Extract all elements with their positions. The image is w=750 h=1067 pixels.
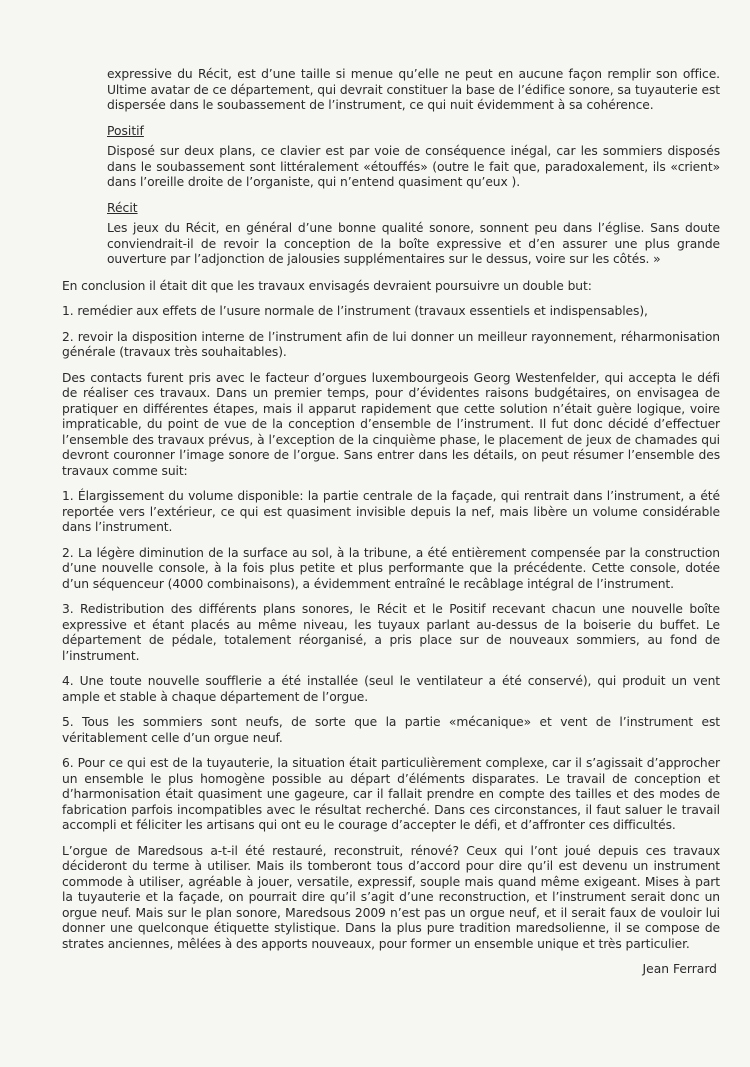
recit-heading: Récit	[107, 200, 138, 215]
goal-2-paragraph: 2. revoir la disposition interne de l’instrument afin de lui donner un meilleur rayonnement, réharmonisation générale (travaux très souhaitables).	[62, 329, 720, 359]
positif-paragraph: Disposé sur deux plans, ce clavier est par voie de conséquence inégal, car les sommiers disposés dans le soubassement sont littéralement «étouffés» (outre le fait que, paradoxalement, ils «crient» dans l’oreille droite de l’organiste, qui n’entend quasiment qu’eux ).	[107, 144, 720, 189]
goal-1-paragraph: 1. remédier aux effets de l’usure normale de l’instrument (travaux essentiels et indispensables),	[62, 304, 648, 318]
work-4-paragraph: 4. Une toute nouvelle soufflerie a été installée (seul le ventilateur a été conservé), qui produit un vent ample et stable à chaque département de l’orgue.	[62, 674, 720, 704]
recit-paragraph: Les jeux du Récit, en général d’une bonne qualité sonore, sonnent peu dans l’église. Sans doute conviendrait-il de revoir la conception de la boîte expressive et d’en assurer une plus grande ouverture par l’adjonction de jalousies supplémentaires sur le dessus, voire sur les côtés. »	[107, 221, 720, 266]
work-2-paragraph: 2. La légère diminution de la surface au sol, à la tribune, a été entièrement compensée par la construction d’une nouvelle console, à la fois plus petite et plus performante que la précédente. Cette console, dotée d’un séquenceur (4000 combinaisons), a évidemment entraîné le recâblage intégral de l’instrument.	[62, 545, 720, 591]
work-1-paragraph: 1. Élargissement du volume disponible: la partie centrale de la façade, qui rentrait dans l’instrument, a été reportée vers l’extérieur, ce qui est quasiment invisible depuis la nef, mais libère un volume considérable dans l’instrument.	[62, 489, 720, 534]
conclusion-paragraph: En conclusion il était dit que les travaux envisagés devraient poursuivre un double but:	[62, 278, 592, 293]
work-5-paragraph: 5. Tous les sommiers sont neufs, de sorte que la partie «mécanique» et vent de l’instrument est véritablement celle d’un orgue neuf.	[62, 715, 720, 745]
author-signature: Jean Ferrard	[642, 962, 717, 976]
closing-paragraph: L’orgue de Maredsous a-t-il été restauré, reconstruit, rénové? Ceux qui l’ont joué depuis ces travaux décideront du terme à utiliser. Mais ils tomberont tous d’accord pour dire qu’il est devenu un instrument commode à utiliser, agréable à jouer, versatile, expressif, souple mais quand même exigeant. Mises à part la tuyauterie et la façade, on pourrait dire qu’il s’agit d’une reconstruction, et l’instrument serait donc un orgue neuf. Mais sur le plan sonore, Maredsous 2009 n’est pas un orgue neuf, et il serait faux de vouloir lui donner une quelconque étiquette stylistique. Dans la plus pure tradition maredsolienne, il se compose de strates anciennes, mêlées à des apports nouveaux, pour former un ensemble unique et très particulier.	[62, 843, 720, 951]
quote-intro-paragraph: expressive du Récit, est d’une taille si menue qu’elle ne peut en aucune façon remplir son office. Ultime avatar de ce département, qui devrait constituer la base de l’édifice sonore, sa tuyauterie est dispersée dans le soubassement de l’instrument, ce qui nuit évidemment à sa cohérence.	[107, 67, 720, 112]
work-3-paragraph: 3. Redistribution des différents plans sonores, le Récit et le Positif recevant chacun une nouvelle boîte expressive et étant placés au même niveau, les tuyaux parlant au-dessus de la boiserie du buffet. Le département de pédale, totalement réorganisé, a pris place sur de nouveaux sommiers, au fond de l’instrument.	[62, 602, 720, 663]
contacts-paragraph: Des contacts furent pris avec le facteur d’orgues luxembourgeois Georg Westenfelder, qui accepta le défi de réaliser ces travaux. Dans un premier temps, pour d’évidentes raisons budgétaires, on envisagea de pratiquer en différentes étapes, mais il apparut rapidement que cette solution n’était guère logique, voire impraticable, du point de vue de la conception d’ensemble de l’instrument. Il fut donc décidé d’effectuer l’ensemble des travaux prévus, à l’exception de la cinquième phase, le placement de jeux de chamades qui devront couronner l’image sonore de l’orgue. Sans entrer dans les détails, on peut résumer l’ensemble des travaux comme suit:	[62, 370, 720, 478]
positif-heading: Positif	[107, 123, 144, 138]
work-6-paragraph: 6. Pour ce qui est de la tuyauterie, la situation était particulièrement complexe, car il s’agissait d’approcher un ensemble le plus homogène possible au départ d’éléments disparates. Le travail de conception et d’harmonisation était quasiment une gageure, car il fallait prendre en compte des tailles et des modes de fabrication parfois incompatibles avec le résultat recherché. Dans ces circonstances, il faut saluer le travail accompli et féliciter les artisans qui ont eu le courage d’accepter le défi, et d’affronter ces difficultés.	[62, 756, 720, 832]
